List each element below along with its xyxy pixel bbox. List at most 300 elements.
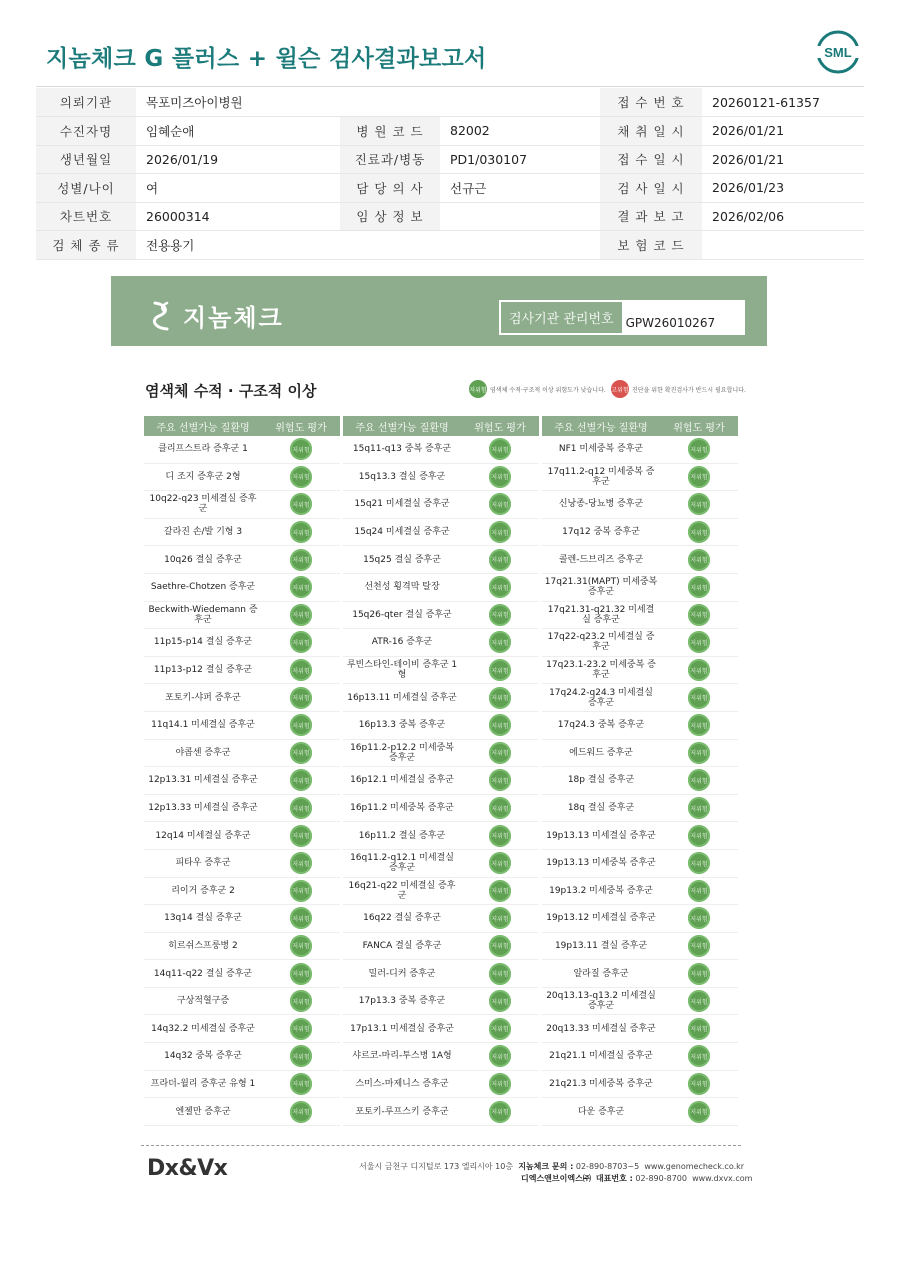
low-risk-badge-icon: 저위험 bbox=[290, 742, 312, 764]
disease-row bbox=[144, 850, 340, 878]
footer-website-2: www.dxvx.com bbox=[692, 1174, 753, 1183]
risk-cell bbox=[660, 1101, 738, 1123]
disease-name: 17q21.31-q21.32 미세결실 증후군 bbox=[547, 604, 655, 625]
disease-column-2 bbox=[343, 416, 539, 1126]
risk-cell bbox=[461, 769, 539, 791]
risk-cell bbox=[660, 907, 738, 929]
low-risk-badge-icon: 저위험 bbox=[688, 990, 710, 1012]
disease-name: 클리프스트라 증후군 1 bbox=[158, 444, 248, 455]
patient-info-table bbox=[36, 88, 864, 260]
disease-name: 15q11-q13 중복 증후군 bbox=[352, 444, 452, 455]
disease-row bbox=[144, 933, 340, 961]
disease-row bbox=[343, 1043, 539, 1071]
disease-name: NF1 미세중복 증후군 bbox=[558, 444, 644, 455]
disease-name: 에드워드 증후군 bbox=[569, 747, 633, 758]
low-risk-badge-icon: 저위험 bbox=[489, 852, 511, 874]
disease-name: 14q32 중복 증후군 bbox=[164, 1051, 242, 1062]
low-risk-badge-icon: 저위험 bbox=[688, 659, 710, 681]
low-risk-badge-icon: 저위험 bbox=[290, 935, 312, 957]
info-row bbox=[36, 202, 864, 231]
disease-name: 17p13.1 미세결실 증후군 bbox=[350, 1023, 454, 1034]
disease-name: 17q12 중복 증후군 bbox=[562, 527, 640, 538]
disease-name: 10q22-q23 미세결실 증후군 bbox=[149, 494, 257, 515]
risk-cell bbox=[660, 714, 738, 736]
low-risk-badge-icon: 저위험 bbox=[290, 852, 312, 874]
low-risk-badge-icon: 저위험 bbox=[489, 466, 511, 488]
risk-cell bbox=[262, 742, 340, 764]
disease-name: 15q24 미세결실 증후군 bbox=[354, 527, 450, 538]
disease-row bbox=[343, 795, 539, 823]
info-value: 전용용기 bbox=[136, 231, 340, 260]
info-row bbox=[36, 145, 864, 174]
footer-inquiry-label: 지놈체크 문의 : bbox=[518, 1162, 574, 1171]
risk-cell bbox=[262, 1073, 340, 1095]
footer-address-line bbox=[359, 1161, 744, 1172]
column-header-risk: 위험도 평가 bbox=[275, 422, 327, 434]
risk-cell bbox=[461, 907, 539, 929]
risk-cell bbox=[461, 852, 539, 874]
footer-rep-label: 대표번호 : bbox=[595, 1174, 633, 1183]
disease-name: 샤르코-마리-투스병 1A형 bbox=[352, 1051, 452, 1062]
management-number-label: 검사기관 관리번호 bbox=[501, 302, 624, 333]
low-risk-badge-icon: 저위험 bbox=[489, 907, 511, 929]
info-value: 26000314 bbox=[136, 202, 340, 231]
low-risk-badge-icon: 저위험 bbox=[290, 714, 312, 736]
disease-name: 선천성 횡격막 탈장 bbox=[364, 582, 440, 593]
disease-name: 19p13.11 결실 증후군 bbox=[554, 940, 648, 951]
risk-cell bbox=[461, 521, 539, 543]
low-risk-badge-icon: 저위험 bbox=[290, 549, 312, 571]
risk-cell bbox=[262, 576, 340, 598]
disease-row bbox=[343, 1071, 539, 1099]
low-risk-badge-icon: 저위험 bbox=[688, 714, 710, 736]
disease-row bbox=[144, 767, 340, 795]
disease-row bbox=[542, 1015, 738, 1043]
risk-cell bbox=[262, 604, 340, 626]
disease-row bbox=[144, 464, 340, 492]
low-risk-badge-icon: 저위험 bbox=[688, 852, 710, 874]
disease-name: 11q14.1 미세결실 증후군 bbox=[151, 720, 255, 731]
risk-cell bbox=[461, 604, 539, 626]
low-risk-badge-icon: 저위험 bbox=[489, 963, 511, 985]
disease-name: 엔젤만 증후군 bbox=[175, 1106, 231, 1117]
footer-company: 디엑스앤브이엑스㈜ bbox=[521, 1174, 591, 1183]
disease-row bbox=[144, 546, 340, 574]
info-label: 진료과/병동 bbox=[340, 145, 440, 174]
low-risk-badge-icon: 저위험 bbox=[688, 797, 710, 819]
risk-cell bbox=[660, 466, 738, 488]
low-risk-badge-icon: 저위험 bbox=[688, 1073, 710, 1095]
disease-name: 16p11.2 결실 증후군 bbox=[358, 830, 446, 841]
disease-row bbox=[542, 602, 738, 630]
low-risk-badge-icon: 저위험 bbox=[290, 769, 312, 791]
disease-name: 11p15-p14 결실 증후군 bbox=[153, 637, 253, 648]
risk-cell bbox=[660, 576, 738, 598]
disease-name: 10q26 결실 증후군 bbox=[164, 554, 242, 565]
info-value: 여 bbox=[136, 174, 340, 203]
disease-row bbox=[343, 1098, 539, 1126]
high-risk-legend-icon: 고위험 bbox=[611, 380, 629, 398]
section-title: 염색체 수적 · 구조적 이상 bbox=[145, 382, 317, 400]
risk-cell bbox=[660, 438, 738, 460]
low-risk-badge-icon: 저위험 bbox=[489, 797, 511, 819]
low-risk-badge-icon: 저위험 bbox=[489, 769, 511, 791]
low-risk-badge-icon: 저위험 bbox=[688, 604, 710, 626]
disease-row bbox=[343, 546, 539, 574]
disease-name: 구상적혈구증 bbox=[176, 996, 230, 1007]
risk-cell bbox=[461, 1045, 539, 1067]
low-risk-badge-icon: 저위험 bbox=[290, 963, 312, 985]
disease-row bbox=[542, 436, 738, 464]
disease-row bbox=[144, 1043, 340, 1071]
column-header-name: 주요 선별가능 질환명 bbox=[554, 422, 648, 434]
disease-name: 19p13.12 미세결실 증후군 bbox=[546, 913, 656, 924]
low-risk-badge-icon: 저위험 bbox=[290, 880, 312, 902]
risk-cell bbox=[262, 963, 340, 985]
risk-cell bbox=[461, 631, 539, 653]
disease-name: Saethre-Chotzen 증후군 bbox=[150, 582, 256, 593]
risk-cell bbox=[262, 852, 340, 874]
low-risk-badge-icon: 저위험 bbox=[489, 549, 511, 571]
disease-row bbox=[343, 905, 539, 933]
legend-low-risk bbox=[469, 380, 606, 398]
disease-row bbox=[343, 988, 539, 1016]
risk-cell bbox=[461, 714, 539, 736]
info-value: 2026/01/21 bbox=[702, 117, 864, 146]
info-empty-cell bbox=[340, 88, 440, 117]
brand-name: 지놈체크 bbox=[183, 304, 284, 332]
disease-row bbox=[343, 464, 539, 492]
disease-name: 16p13.11 미세결실 증후군 bbox=[347, 692, 457, 703]
column-header-risk: 위험도 평가 bbox=[673, 422, 725, 434]
risk-cell bbox=[660, 659, 738, 681]
low-risk-badge-icon: 저위험 bbox=[489, 990, 511, 1012]
low-risk-badge-icon: 저위험 bbox=[688, 880, 710, 902]
low-risk-badge-icon: 저위험 bbox=[489, 714, 511, 736]
low-risk-badge-icon: 저위험 bbox=[290, 631, 312, 653]
info-label: 수진자명 bbox=[36, 117, 136, 146]
disease-name: 루빈스타인-테이비 증후군 1형 bbox=[346, 660, 458, 681]
low-risk-badge-icon: 저위험 bbox=[688, 742, 710, 764]
sml-logo bbox=[816, 30, 860, 74]
disease-row bbox=[144, 1098, 340, 1126]
disease-row bbox=[542, 546, 738, 574]
low-risk-badge-icon: 저위험 bbox=[290, 797, 312, 819]
disease-row bbox=[144, 1015, 340, 1043]
info-value: 82002 bbox=[440, 117, 600, 146]
risk-cell bbox=[262, 907, 340, 929]
info-label: 담 당 의 사 bbox=[340, 174, 440, 203]
risk-cell bbox=[262, 714, 340, 736]
disease-name: ATR-16 증후군 bbox=[371, 637, 433, 648]
disease-name: 11p13-p12 결실 증후군 bbox=[153, 665, 253, 676]
disease-row bbox=[542, 933, 738, 961]
disease-row bbox=[542, 905, 738, 933]
risk-cell bbox=[660, 852, 738, 874]
risk-cell bbox=[461, 880, 539, 902]
disease-name: 17q11.2-q12 미세중복 증후군 bbox=[547, 466, 655, 487]
risk-cell bbox=[660, 604, 738, 626]
risk-cell bbox=[461, 576, 539, 598]
column-header bbox=[144, 416, 340, 436]
column-header-name: 주요 선별가능 질환명 bbox=[156, 422, 250, 434]
info-empty-cell bbox=[440, 88, 600, 117]
risk-cell bbox=[660, 797, 738, 819]
disease-name: 17q21.31(MAPT) 미세중복 증후군 bbox=[544, 577, 658, 598]
low-risk-badge-icon: 저위험 bbox=[688, 631, 710, 653]
low-risk-badge-icon: 저위험 bbox=[688, 687, 710, 709]
risk-cell bbox=[262, 1101, 340, 1123]
low-risk-badge-icon: 저위험 bbox=[688, 963, 710, 985]
low-risk-badge-icon: 저위험 bbox=[688, 1101, 710, 1123]
risk-cell bbox=[461, 1018, 539, 1040]
info-empty-cell bbox=[340, 231, 440, 260]
low-risk-badge-icon: 저위험 bbox=[290, 438, 312, 460]
info-row bbox=[36, 174, 864, 203]
disease-row bbox=[542, 767, 738, 795]
disease-row bbox=[343, 657, 539, 685]
disease-name: 19p13.13 미세결실 증후군 bbox=[546, 830, 656, 841]
disease-name: 15q21 미세결실 증후군 bbox=[354, 499, 450, 510]
low-risk-badge-icon: 저위험 bbox=[489, 659, 511, 681]
disease-name: 스미스-마제니스 증후군 bbox=[355, 1078, 449, 1089]
low-risk-badge-icon: 저위험 bbox=[688, 549, 710, 571]
disease-name: 프라더-윌리 증후군 유형 1 bbox=[150, 1078, 256, 1089]
low-risk-badge-icon: 저위험 bbox=[489, 935, 511, 957]
info-row bbox=[36, 88, 864, 117]
risk-cell bbox=[660, 880, 738, 902]
low-risk-badge-icon: 저위험 bbox=[688, 438, 710, 460]
disease-name: 포토키-샤퍼 증후군 bbox=[165, 692, 241, 703]
info-value: 목포미즈아이병원 bbox=[136, 88, 340, 117]
info-value: 2026/02/06 bbox=[702, 202, 864, 231]
management-number-box bbox=[499, 300, 745, 335]
disease-name: 20q13.13-q13.2 미세결실 증후군 bbox=[546, 991, 656, 1012]
disease-row bbox=[144, 712, 340, 740]
disease-row bbox=[343, 574, 539, 602]
disease-row bbox=[542, 960, 738, 988]
risk-cell bbox=[660, 687, 738, 709]
risk-cell bbox=[461, 963, 539, 985]
disease-row bbox=[343, 519, 539, 547]
footer-address: 서울시 금천구 디지털로 173 엘리시아 10층 bbox=[359, 1162, 514, 1171]
info-label: 접 수 번 호 bbox=[600, 88, 702, 117]
info-label: 검 체 종 류 bbox=[36, 231, 136, 260]
low-risk-badge-icon: 저위험 bbox=[688, 493, 710, 515]
disease-row bbox=[343, 1015, 539, 1043]
disease-name: 21q21.3 미세중복 증후군 bbox=[549, 1078, 653, 1089]
disease-name: 15q25 결실 증후군 bbox=[363, 554, 441, 565]
risk-cell bbox=[262, 521, 340, 543]
column-header-risk: 위험도 평가 bbox=[474, 422, 526, 434]
low-risk-badge-icon: 저위험 bbox=[290, 825, 312, 847]
disease-row bbox=[542, 464, 738, 492]
disease-row bbox=[343, 822, 539, 850]
info-label: 의뢰기관 bbox=[36, 88, 136, 117]
disease-name: 17q24.2-q24.3 미세결실 증후군 bbox=[549, 687, 653, 708]
column-header-name: 주요 선별가능 질환명 bbox=[355, 422, 449, 434]
legend-low-text: 염색체 수적·구조적 이상 위험도가 낮습니다. bbox=[490, 386, 606, 394]
disease-row bbox=[542, 574, 738, 602]
info-value: 임혜순애 bbox=[136, 117, 340, 146]
disease-name: 12p13.31 미세결실 증후군 bbox=[148, 775, 258, 786]
disease-row bbox=[144, 684, 340, 712]
report-banner bbox=[111, 276, 767, 346]
info-row bbox=[36, 117, 864, 146]
low-risk-badge-icon: 저위험 bbox=[290, 659, 312, 681]
disease-name: Beckwith-Wiedemann 증후군 bbox=[148, 604, 258, 625]
risk-cell bbox=[461, 549, 539, 571]
disease-name: 갈라진 손/발 기형 3 bbox=[163, 527, 243, 538]
disease-row bbox=[343, 960, 539, 988]
disease-name: 16p13.3 중복 증후군 bbox=[358, 720, 446, 731]
low-risk-badge-icon: 저위험 bbox=[489, 1073, 511, 1095]
risk-cell bbox=[660, 1018, 738, 1040]
disease-name: 17q23.1-23.2 미세중복 증후군 bbox=[546, 660, 656, 681]
disease-name: 16q22 결실 증후군 bbox=[363, 913, 441, 924]
low-risk-badge-icon: 저위험 bbox=[489, 521, 511, 543]
column-header bbox=[343, 416, 539, 436]
column-header bbox=[542, 416, 738, 436]
low-risk-badge-icon: 저위험 bbox=[489, 493, 511, 515]
risk-cell bbox=[660, 549, 738, 571]
low-risk-badge-icon: 저위험 bbox=[290, 466, 312, 488]
disease-name: 12q14 미세결실 증후군 bbox=[155, 830, 251, 841]
low-risk-badge-icon: 저위험 bbox=[688, 1018, 710, 1040]
risk-cell bbox=[262, 1045, 340, 1067]
disease-name: 디 조지 증후군 2형 bbox=[165, 471, 241, 482]
disease-row bbox=[144, 574, 340, 602]
disease-row bbox=[343, 602, 539, 630]
low-risk-badge-icon: 저위험 bbox=[688, 576, 710, 598]
disease-name: 16p11.2-p12.2 미세중복 증후군 bbox=[350, 742, 454, 763]
low-risk-badge-icon: 저위험 bbox=[489, 604, 511, 626]
report-title: 지놈체크 G 플러스 + 윌슨 검사결과보고서 bbox=[46, 46, 487, 72]
low-risk-badge-icon: 저위험 bbox=[489, 742, 511, 764]
disease-name: 콜렌-드브리즈 증후군 bbox=[558, 554, 644, 565]
info-label: 성별/나이 bbox=[36, 174, 136, 203]
disease-row bbox=[542, 519, 738, 547]
disease-row bbox=[343, 878, 539, 906]
low-risk-badge-icon: 저위험 bbox=[290, 1018, 312, 1040]
disease-row bbox=[542, 657, 738, 685]
disease-name: 신낭종-당뇨병 증후군 bbox=[558, 499, 644, 510]
disease-row bbox=[144, 795, 340, 823]
info-label: 검 사 일 시 bbox=[600, 174, 702, 203]
low-risk-badge-icon: 저위험 bbox=[290, 907, 312, 929]
disease-row bbox=[343, 767, 539, 795]
risk-cell bbox=[660, 990, 738, 1012]
low-risk-badge-icon: 저위험 bbox=[489, 438, 511, 460]
info-label: 임 상 정 보 bbox=[340, 202, 440, 231]
low-risk-badge-icon: 저위험 bbox=[688, 1045, 710, 1067]
risk-cell bbox=[262, 466, 340, 488]
info-value: 2026/01/19 bbox=[136, 145, 340, 174]
disease-row bbox=[343, 684, 539, 712]
disease-name: 알라질 증후군 bbox=[573, 968, 629, 979]
low-risk-badge-icon: 저위험 bbox=[290, 1073, 312, 1095]
disease-row bbox=[144, 905, 340, 933]
disease-row bbox=[144, 988, 340, 1016]
disease-name: 16p11.2 미세중복 증후군 bbox=[350, 803, 454, 814]
risk-cell bbox=[461, 438, 539, 460]
risk-cell bbox=[660, 631, 738, 653]
risk-cell bbox=[262, 659, 340, 681]
disease-column-1 bbox=[144, 416, 340, 1126]
disease-row bbox=[542, 795, 738, 823]
risk-cell bbox=[660, 935, 738, 957]
low-risk-badge-icon: 저위험 bbox=[489, 1018, 511, 1040]
info-label: 결 과 보 고 bbox=[600, 202, 702, 231]
disease-name: 리이거 증후군 2 bbox=[171, 885, 235, 896]
disease-row bbox=[542, 712, 738, 740]
info-label: 차트번호 bbox=[36, 202, 136, 231]
risk-cell bbox=[660, 963, 738, 985]
risk-cell bbox=[461, 1101, 539, 1123]
risk-cell bbox=[461, 687, 539, 709]
disease-name: 14q11-q22 결실 증후군 bbox=[153, 968, 253, 979]
low-risk-badge-icon: 저위험 bbox=[290, 990, 312, 1012]
low-risk-badge-icon: 저위험 bbox=[688, 466, 710, 488]
risk-cell bbox=[461, 797, 539, 819]
low-risk-badge-icon: 저위험 bbox=[489, 1101, 511, 1123]
disease-row bbox=[542, 1071, 738, 1099]
info-row bbox=[36, 231, 864, 260]
disease-name: 16p12.1 미세결실 증후군 bbox=[350, 775, 454, 786]
info-value: 선규근 bbox=[440, 174, 600, 203]
disease-row bbox=[144, 602, 340, 630]
disease-row bbox=[343, 712, 539, 740]
dna-logo-icon bbox=[147, 300, 177, 332]
disease-row bbox=[343, 629, 539, 657]
info-value: 2026/01/23 bbox=[702, 174, 864, 203]
disease-name: 17p13.3 중복 증후군 bbox=[358, 996, 446, 1007]
info-empty-cell bbox=[440, 231, 600, 260]
disease-row bbox=[343, 740, 539, 768]
disease-row bbox=[144, 1071, 340, 1099]
disease-name: 19p13.2 미세중복 증후군 bbox=[549, 885, 653, 896]
low-risk-badge-icon: 저위험 bbox=[290, 576, 312, 598]
info-value bbox=[440, 202, 600, 231]
risk-cell bbox=[262, 990, 340, 1012]
disease-row bbox=[343, 933, 539, 961]
disease-name: 16q21-q22 미세결실 증후군 bbox=[348, 880, 456, 901]
risk-cell bbox=[660, 769, 738, 791]
risk-cell bbox=[461, 659, 539, 681]
low-risk-badge-icon: 저위험 bbox=[290, 521, 312, 543]
disease-name: 밀러-디커 증후군 bbox=[368, 968, 436, 979]
disease-row bbox=[542, 822, 738, 850]
risk-cell bbox=[660, 825, 738, 847]
disease-row bbox=[542, 1098, 738, 1126]
disease-column-3 bbox=[542, 416, 738, 1126]
risk-cell bbox=[262, 549, 340, 571]
disease-name: 12p13.33 미세결실 증후군 bbox=[148, 803, 258, 814]
disease-name: FANCA 결실 증후군 bbox=[362, 940, 442, 951]
info-label: 채 취 일 시 bbox=[600, 117, 702, 146]
disease-row bbox=[144, 878, 340, 906]
disease-row bbox=[542, 878, 738, 906]
disease-name: 16q11.2-q12.1 미세결실 증후군 bbox=[350, 853, 454, 874]
disease-row bbox=[144, 629, 340, 657]
risk-cell bbox=[262, 493, 340, 515]
footer-divider bbox=[141, 1145, 741, 1146]
info-label: 병 원 코 드 bbox=[340, 117, 440, 146]
disease-row bbox=[144, 740, 340, 768]
footer-inquiry-phone: 02-890-8703~5 bbox=[575, 1162, 640, 1171]
disease-name: 21q21.1 미세결실 증후군 bbox=[549, 1051, 653, 1062]
disease-name: 히르쉬스프룽병 2 bbox=[168, 940, 238, 951]
